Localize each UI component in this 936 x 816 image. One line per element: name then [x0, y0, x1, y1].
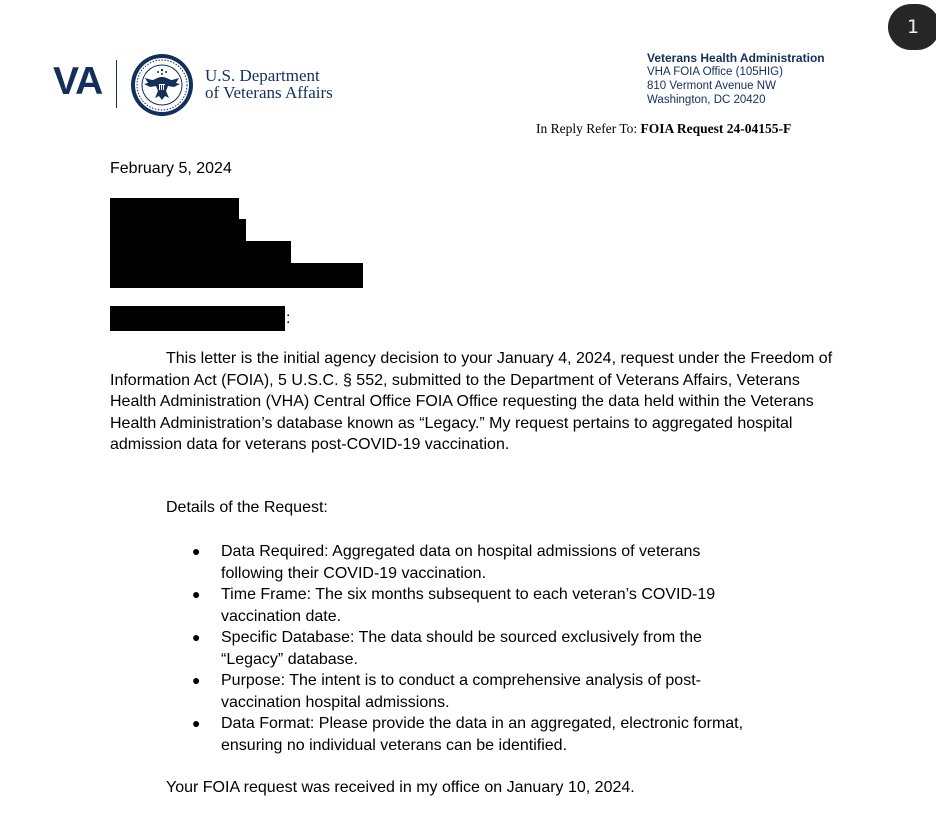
details-heading: Details of the Request:: [166, 499, 328, 516]
logo-divider: [116, 60, 117, 108]
department-name-line1: U.S. Department: [205, 66, 320, 85]
bullet-icon: ●: [192, 543, 201, 559]
office-line: VHA FOIA Office (105HIG): [647, 66, 783, 78]
department-name: [205, 67, 333, 101]
reply-reference: [536, 121, 791, 137]
list-item: ● Time Frame: The six months subsequent to each veteran’s COVID-19 vaccination date.: [192, 586, 716, 625]
va-seal-icon: [130, 53, 194, 117]
salutation-colon: :: [286, 310, 291, 327]
office-address: [647, 51, 825, 107]
redaction-block: [110, 198, 239, 220]
list-item: ● Data Required: Aggregated data on hospital admissions of veterans following their COVID-19 vaccination.: [192, 543, 701, 582]
bullet-icon: ●: [192, 629, 201, 645]
list-item: ● Specific Database: The data should be sourced exclusively from the “Legacy” database.: [192, 629, 702, 668]
office-street: 810 Vermont Avenue NW: [647, 80, 776, 92]
redaction-block: [110, 241, 291, 264]
redaction-block: [110, 306, 285, 331]
request-details-list: [192, 541, 842, 756]
reply-ref-number: FOIA Request 24-04155-F: [640, 121, 792, 136]
va-wordmark: VA: [53, 60, 103, 103]
redaction-block: [110, 219, 246, 242]
list-item: ● Purpose: The intent is to conduct a comprehensive analysis of post- vaccination hospital admissions.: [192, 672, 701, 711]
bullet-icon: ●: [192, 672, 201, 688]
letter-date: February 5, 2024: [110, 160, 232, 177]
reply-prefix: In Reply Refer To:: [536, 121, 638, 136]
bullet-icon: ●: [192, 586, 201, 602]
redaction-block: [110, 263, 363, 288]
department-name-line2: of Veterans Affairs: [205, 83, 333, 102]
page-number-badge: 1: [888, 4, 936, 50]
received-statement: Your FOIA request was received in my office on January 10, 2024.: [166, 779, 635, 796]
office-city: Washington, DC 20420: [647, 94, 766, 106]
list-item: ● Data Format: Please provide the data in an aggregated, electronic format, ensuring no individual veterans can be identified.: [192, 715, 744, 754]
va-logo: [53, 53, 353, 117]
intro-paragraph: [110, 348, 840, 456]
intro-text: This letter is the initial agency decision to your January 4, 2024, request under the Freedom of Information Act (FOIA), 5 U.S.C. § 552, submitted to the Department of Veterans Affairs, Veterans Health Administration (VHA) Central Office FOIA Office requesting the data held within the Veterans Health Administration’s database known as “Legacy.” My request pertains to aggregated hospital admission data for veterans post-COVID-19 vaccination.: [110, 350, 833, 453]
office-title: Veterans Health Administration: [647, 51, 825, 65]
bullet-icon: ●: [192, 715, 201, 731]
